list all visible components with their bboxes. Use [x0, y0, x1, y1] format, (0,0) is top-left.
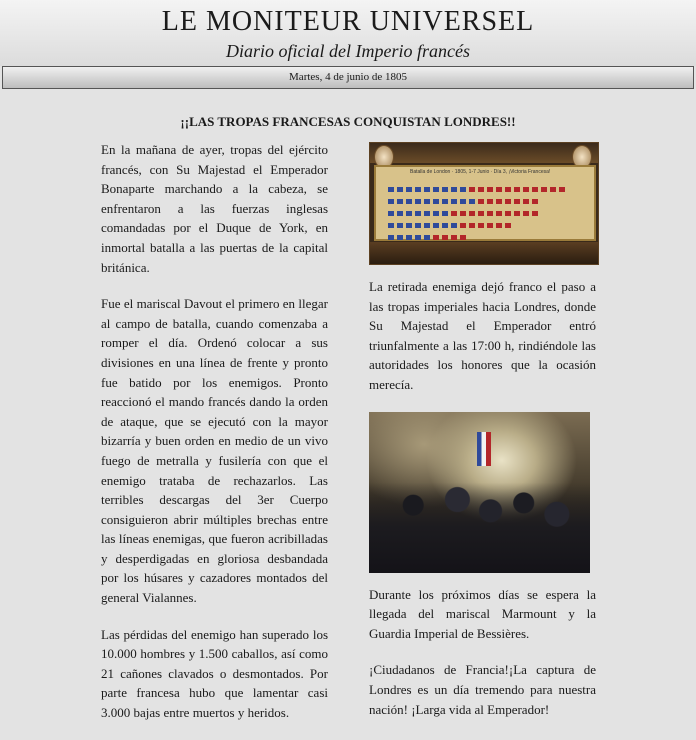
masthead [0, 0, 696, 66]
napoleon-entry-painting-image [369, 412, 590, 573]
article-paragraph: La retirada enemiga dejó franco el paso a las tropas imperiales hacia Londres, donde Su Majestad el Emperador entró triunfalmente a las 17:00 h, rindiéndole las autoridades los honores que la ocasión merecía. [369, 279, 596, 392]
unit-row [388, 191, 541, 197]
newspaper-subtitle: Diario oficial del Imperio francés [226, 41, 470, 61]
unit-row [388, 179, 568, 185]
unit-row [388, 203, 541, 209]
article-paragraph: ¡Ciudadanos de Francia!¡La captura de Londres es un día tremendo para nuestra nación! ¡Larga vida al Emperador! [369, 662, 596, 717]
battle-image-header [370, 143, 598, 163]
battle-image-footer [370, 242, 598, 264]
unit-row [388, 227, 469, 233]
battle-panel-title: Batalla de London · 1805, 1-7 Junio · Día 3, ¡Victoria Francesa! [410, 169, 551, 175]
article-paragraph: Durante los próximos días se espera la llegada del mariscal Marmount y la Guardia Imperial de Bessières. [369, 586, 596, 641]
battle-panel [374, 165, 596, 241]
unit-row [388, 215, 514, 221]
article-paragraph: Fue el mariscal Davout el primero en llegar al campo de batalla, cuando comenzaba a romper el día. Ordenó colocar a sus divisiones en una línea de frente y pronto fue batido por los enemigos. Pronto reaccionó el mando francés dando la orden de ataque, que se ejecutó con la mayor bizarría y buen orden en medio de un vivo fuego de metralla y fusilería con que el enemigo trataba de rechazarlos. Las terribles descargas del 3er Cuerpo consiguieron abrir múltiples brechas entre las líneas enemigas, que fueron acribilladas y desperdigadas en gloriosa desbandada por los húsares y cazadores montados del general Vialannes. [101, 296, 328, 606]
article-headline: ¡¡LAS TROPAS FRANCESAS CONQUISTAN LONDRES!! [180, 114, 516, 129]
newspaper-title: LE MONITEUR UNIVERSEL [161, 6, 535, 37]
left-column [101, 140, 328, 740]
article-paragraph: En la mañana de ayer, tropas del ejército francés, con Su Majestad el Emperador Bonaparte marchando a la cabeza, se enfrentaron a las fuerzas inglesas comandadas por el Duque de York, en inmortal batalla a las puertas de la capital británica. [101, 142, 328, 275]
dateline: Martes, 4 de junio de 1805 [2, 66, 694, 89]
article-paragraph: Las pérdidas del enemigo han superado los 10.000 hombres y 1.500 caballos, así como 21 cañones clavados o desmontados. Por parte francesa hubo que lamentar casi 3.000 bajas entre muertos y heridos. [101, 626, 328, 721]
crowd-figures [369, 460, 590, 573]
right-column [369, 140, 596, 736]
battle-screenshot-image [369, 142, 599, 265]
